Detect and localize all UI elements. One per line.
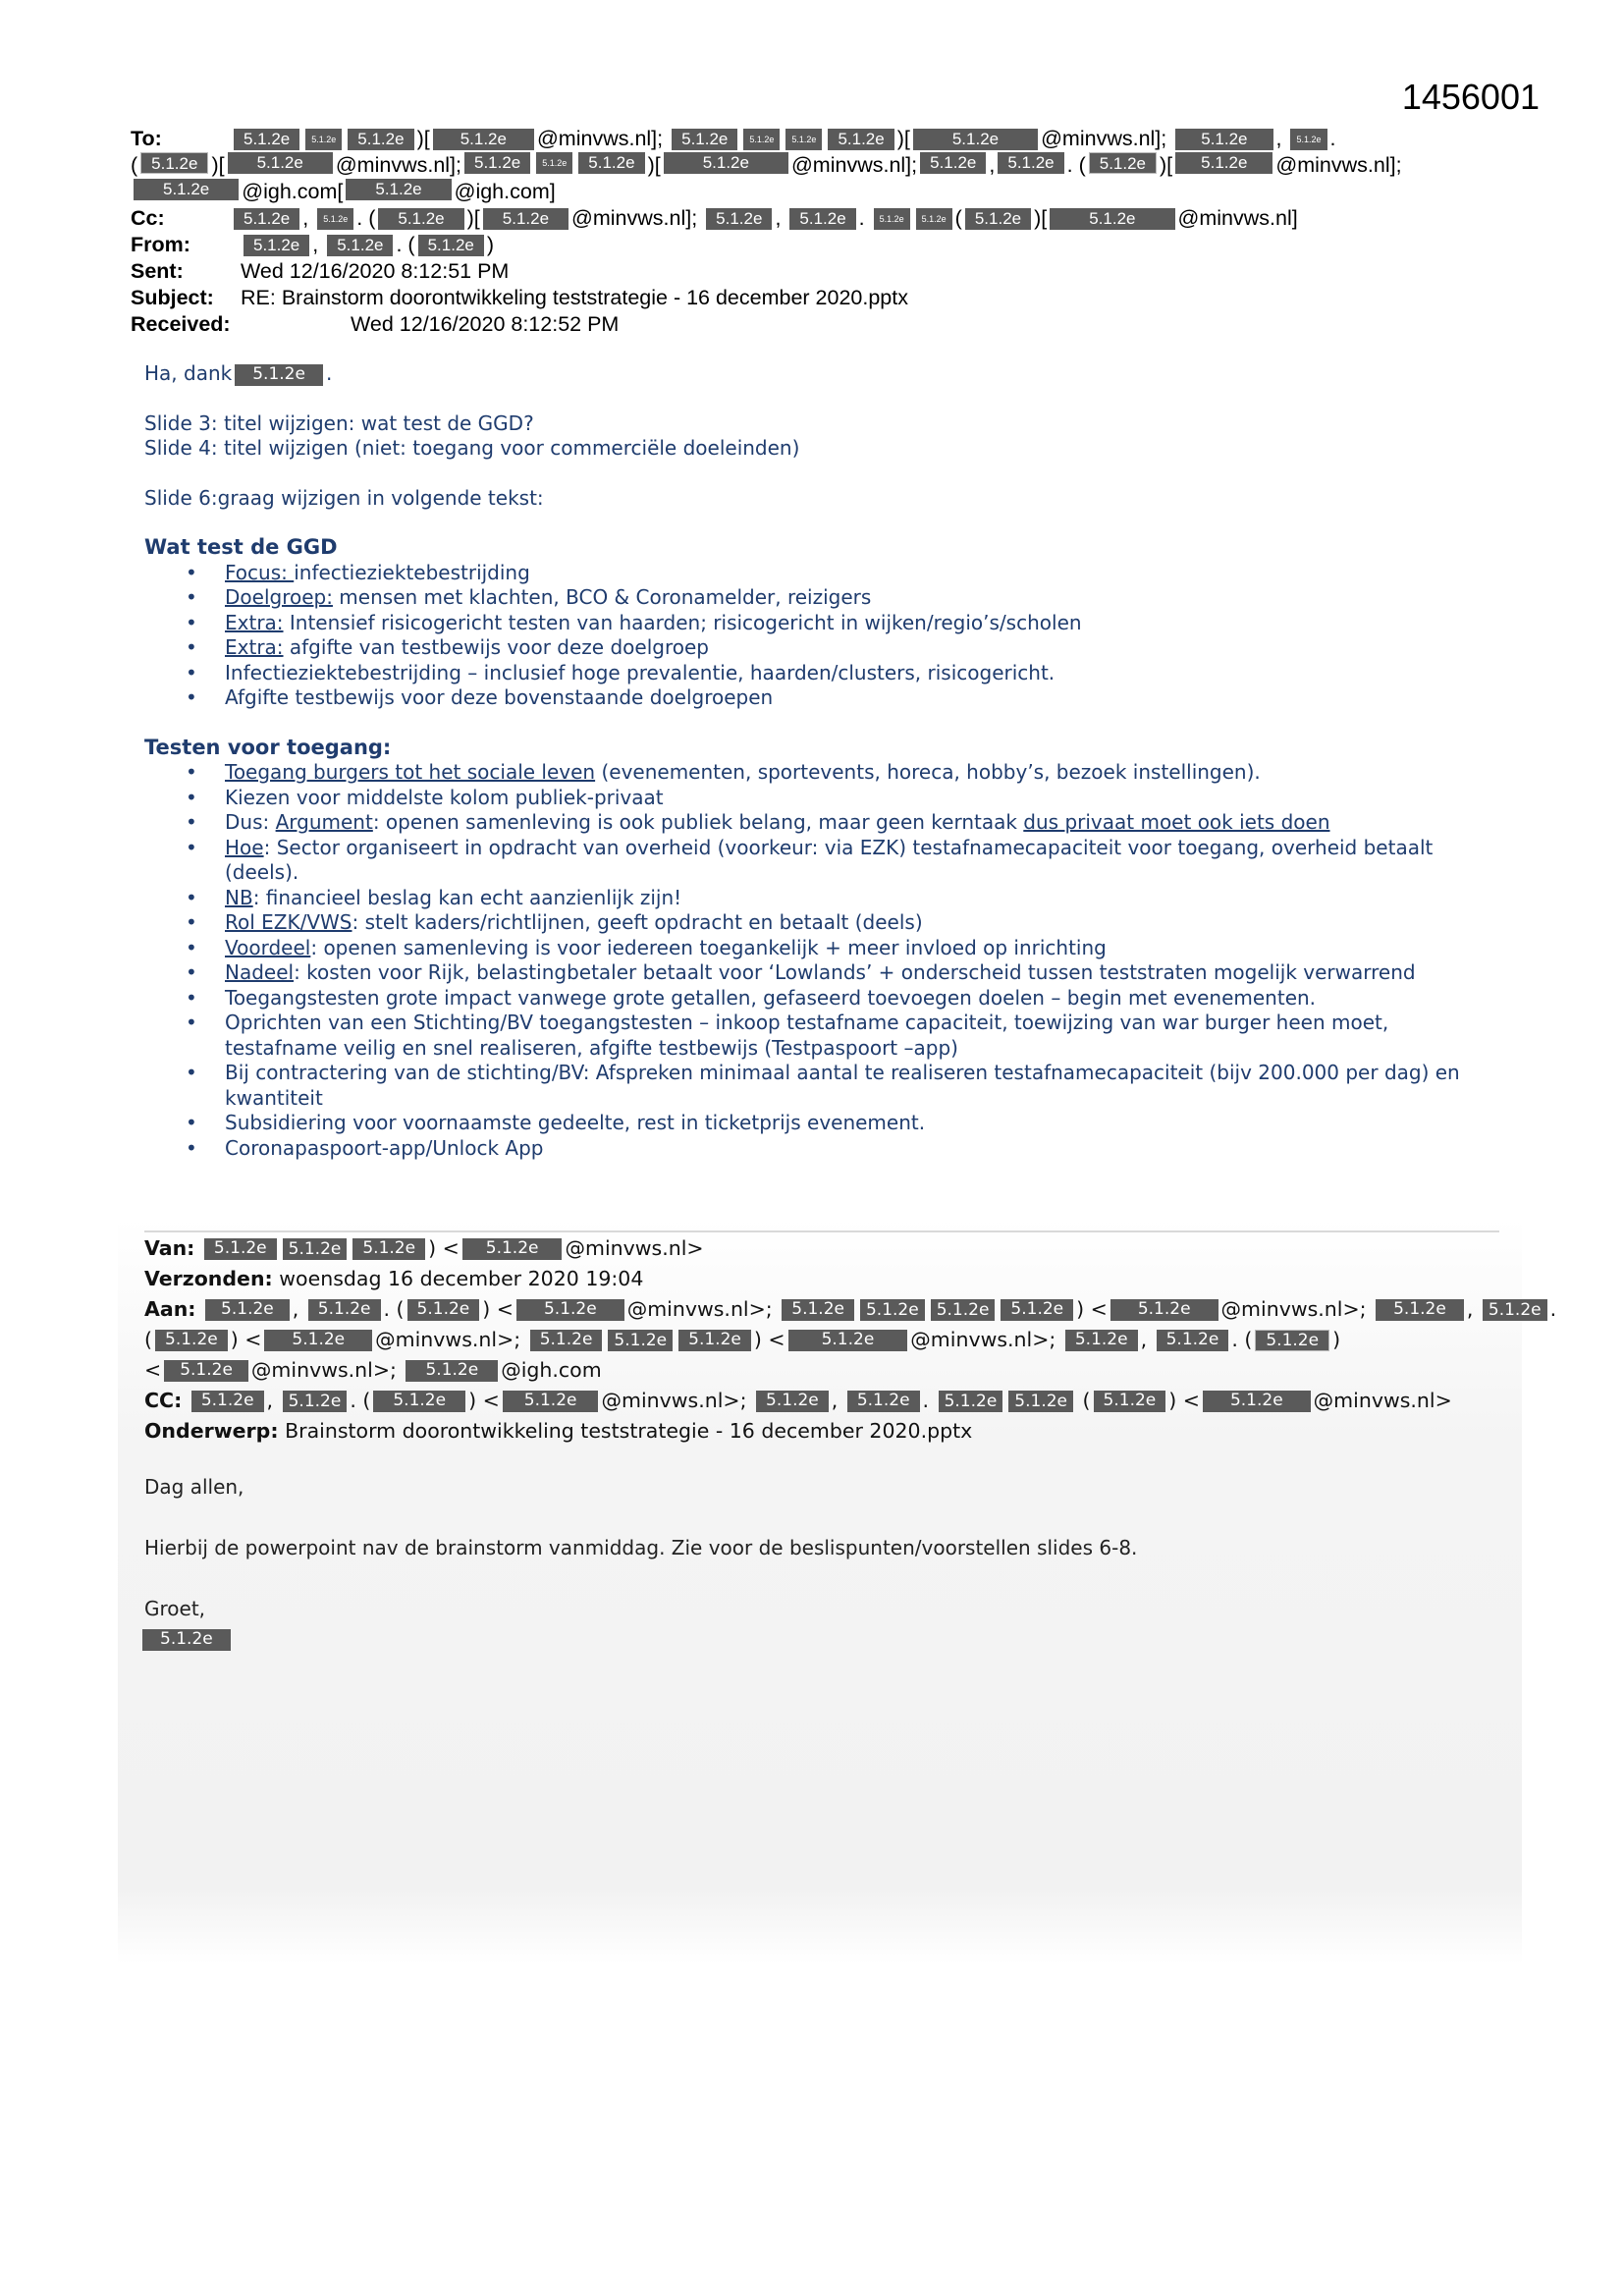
email-domain: @minvws.nl>; [375,1328,521,1351]
list-item: • Rol EZK/VWS: stelt kaders/richtlijnen, geeft opdracht en betaalt (deels) [225,910,1499,936]
list-item: • Doelgroep: mensen met klachten, BCO & Coronamelder, reizigers [225,585,1499,611]
to-recipients: 5.1.2e 5.1.2e 5.1.2e )[ 5.1.2e @minvws.nl]; 5.1.2e 5.1.2e 5.1.2e 5.1.2e )[ 5.1.2e @minvws.nl]; 5.1.2e , 5.1.2e . [231,126,1335,152]
sent-value: Wed 12/16/2020 8:12:51 PM [241,259,510,283]
email-domain: @minvws.nl]; [790,153,918,177]
redaction: 5.1.2e [788,1330,908,1351]
redaction: 5.1.2e [228,152,333,174]
list-item: • Hoe: Sector organiseert in opdracht van overheid (voorkeur: via EZK) testafnamecapaciteit voor toegang, overheid betaalt (deels). [225,836,1499,886]
list-item: • Coronapaspoort-app/Unlock App [225,1136,1499,1162]
to-label: To: [131,127,162,150]
redaction: 5.1.2e [346,179,451,200]
redaction: 5.1.2e [874,208,910,230]
slide4-note: Slide 4: titel wijzigen (niet: toegang voor commerciële doeleinden) [144,436,800,460]
redaction: 5.1.2e [264,1330,372,1351]
redaction: 5.1.2e [204,1238,277,1260]
onderwerp-row [144,1416,1499,1447]
redaction: 5.1.2e [462,1238,563,1260]
redaction: 5.1.2e [406,1360,498,1382]
email-domain: @minvws.nl>; [601,1389,747,1412]
redaction: 5.1.2e [464,152,530,174]
redaction: 5.1.2e [348,129,413,150]
list-item: • Toegangstesten grote impact vanwege grote getallen, gefaseerd toevoegen doelen – begin met evenementen. [225,986,1499,1011]
redaction: 5.1.2e [483,208,568,230]
redaction: 5.1.2e [407,1299,480,1321]
verzonden-row [144,1264,1499,1294]
email-domain: @minvws.nl>; [910,1328,1056,1351]
redaction: 5.1.2e [743,129,780,150]
redaction: 5.1.2e [847,1391,920,1412]
email-domain: @minvws.nl> [1313,1389,1452,1412]
received-label: Received: [131,312,231,336]
aan-row: Aan: 5.1.2e , 5.1.2e . ( 5.1.2e ) < 5.1.2e @minvws.nl>; 5.1.2e 5.1.2e 5.1.2e 5.1.2e ) < 5.1.2e @minvws.nl>; 5.1.2e , 5.1.2e . [144,1297,1557,1321]
redaction: 5.1.2e [1008,1391,1073,1412]
redaction: 5.1.2e [1157,1330,1229,1351]
reply-greeting: Ha, dank 5.1.2e . [144,361,333,385]
cc-label: CC: [144,1389,183,1412]
email-domain: @minvws.nl]; [571,206,698,230]
redaction: 5.1.2e [664,152,788,174]
redaction: 5.1.2e [317,208,353,230]
redaction: 5.1.2e [706,208,772,230]
redaction: 5.1.2e [503,1391,599,1412]
redaction: 5.1.2e [352,1238,425,1260]
section-toegang-list [144,760,1499,1161]
to-row [131,126,1505,152]
redaction: 5.1.2e [536,152,572,174]
sent-label: Sent: [131,259,184,283]
redaction: 5.1.2e [418,235,484,256]
onderwerp-label: Onderwerp: [144,1419,279,1443]
redaction: 5.1.2e [164,1360,248,1382]
redaction: 5.1.2e [142,1629,231,1651]
list-item: • Oprichten van een Stichting/BV toegangstesten – inkoop testafname capaciteit, toewijzing van war burger heen moet, testafname veilig en snel realiseren, afgifte testbewijs (Testpaspoort –app) [225,1011,1499,1061]
redaction: 5.1.2e [1175,152,1272,174]
redaction: 5.1.2e [155,1330,228,1351]
list-item: • Afgifte testbewijs voor deze bovenstaande doelgroepen [225,685,1499,711]
redaction: 5.1.2e [789,208,855,230]
cc-row: CC: 5.1.2e , 5.1.2e . ( 5.1.2e ) < 5.1.2e @minvws.nl>; 5.1.2e , 5.1.2e . 5.1.2e 5.1.2e ( 5.1.2e ) < 5.1.2e @minvws.nl> [144,1389,1452,1412]
redaction: 5.1.2e [433,129,534,150]
redaction: 5.1.2e [756,1391,829,1412]
redaction: 5.1.2e [1001,1299,1073,1321]
divider [144,1230,1499,1232]
redaction: 5.1.2e [1094,1391,1166,1412]
redaction: 5.1.2e [1110,1299,1218,1321]
list-item: • Extra: afgifte van testbewijs voor deze doelgroep [225,635,1499,661]
section-ggd-list [144,561,1499,711]
email-domain: @minvws.nl>; [626,1297,773,1321]
redaction: 5.1.2e [244,235,309,256]
cc-recipients: 5.1.2e , 5.1.2e . ( 5.1.2e )[ 5.1.2e @minvws.nl]; 5.1.2e , 5.1.2e . 5.1.2e 5.1.2e ( 5.1.2e )[ 5.1.2e @minvws.nl] [231,205,1298,232]
redaction: 5.1.2e [913,129,1038,150]
slide3-note: Slide 3: titel wijzigen: wat test de GGD? [144,410,534,435]
from-row [131,232,1505,258]
aan-row-cont2: < 5.1.2e @minvws.nl>; 5.1.2e @igh.com [144,1358,602,1382]
from-label: From: [131,233,190,256]
from-sender: 5.1.2e , 5.1.2e . ( 5.1.2e ) [241,232,494,258]
redaction: 5.1.2e [234,129,299,150]
redaction: 5.1.2e [134,179,239,200]
redaction: 5.1.2e [516,1299,624,1321]
redaction: 5.1.2e [1050,208,1174,230]
redaction: 5.1.2e [283,1238,348,1260]
verzonden-label: Verzonden: [144,1267,273,1290]
received-value: Wed 12/16/2020 8:12:52 PM [351,312,620,336]
redaction: 5.1.2e [140,152,208,174]
redaction: 5.1.2e [1089,152,1157,174]
redaction: 5.1.2e [828,129,893,150]
van-row: Van: 5.1.2e 5.1.2e 5.1.2e ) < 5.1.2e @minvws.nl> [144,1236,704,1260]
cc-row [131,205,1505,232]
subject-value: RE: Brainstorm doorontwikkeling teststrategie - 16 december 2020.pptx [241,286,908,309]
fwd-greeting: Dag allen, [144,1475,244,1499]
aan-label: Aan: [144,1297,196,1321]
redaction: 5.1.2e [1175,129,1272,150]
to-row-cont2 [131,179,1505,205]
list-item: • Infectieziektebestrijding – inclusief hoge prevalentie, haarden/clusters, risicogericht. [225,661,1499,686]
email-domain: @minvws.nl] [1177,206,1298,230]
email-domain: @minvws.nl]; [1041,127,1167,150]
redaction: 5.1.2e [998,152,1063,174]
sent-row [131,258,1505,285]
fwd-body-text: Hierbij de powerpoint nav de brainstorm vanmiddag. Zie voor de beslispunten/voorstellen slides 6-8. [144,1536,1138,1559]
redaction: 5.1.2e [965,208,1031,230]
redaction: 5.1.2e [1065,1330,1138,1351]
email-domain: @minvws.nl>; [250,1358,397,1382]
reply-body [144,361,1499,1161]
redaction: 5.1.2e [1203,1391,1311,1412]
redaction: 5.1.2e [782,1299,854,1321]
redaction: 5.1.2e [378,208,463,230]
list-item: • Nadeel: kosten voor Rijk, belastingbetaler betaalt voor ‘Lowlands’ + onderscheid tussen teststraten mogelijk verwarrend [225,960,1499,986]
redaction: 5.1.2e [235,364,323,386]
van-label: Van: [144,1236,195,1260]
received-row [131,311,1505,338]
email-domain: @minvws.nl]; [536,127,664,150]
list-item: • Toegang burgers tot het sociale leven (evenementen, sportevents, horeca, hobby’s, bezoek instellingen). [225,760,1499,786]
redaction: 5.1.2e [305,129,342,150]
verzonden-value: woensdag 16 december 2020 19:04 [279,1267,644,1290]
redaction: 5.1.2e [205,1299,290,1321]
list-item: • Extra: Intensief risicogericht testen van haarden; risicogericht in wijken/regio’s/scholen [225,611,1499,636]
email-domain: @minvws.nl>; [1220,1297,1367,1321]
email-domain: @minvws.nl> [565,1236,704,1260]
email-domain: @igh.com [501,1358,602,1382]
list-item: • Kiezen voor middelste kolom publiek-privaat [225,786,1499,811]
subject-label: Subject: [131,286,214,309]
email-domain: @igh.com[ [242,180,344,203]
redaction: 5.1.2e [931,1299,996,1321]
section-ggd-title: Wat test de GGD [144,535,338,559]
redaction: 5.1.2e [373,1391,465,1412]
email-domain: @minvws.nl]; [335,153,461,177]
cc-label: Cc: [131,206,165,230]
redaction: 5.1.2e [678,1330,751,1351]
list-item: • Focus: infectieziektebestrijding [225,561,1499,586]
section-toegang-title: Testen voor toegang: [144,735,392,759]
redaction: 5.1.2e [327,235,393,256]
redaction: 5.1.2e [1255,1330,1329,1351]
redaction: 5.1.2e [234,208,299,230]
document-number: 1456001 [1401,77,1540,117]
redaction: 5.1.2e [283,1391,348,1412]
redaction: 5.1.2e [860,1299,925,1321]
list-item: • Subsidiering voor voornaamste gedeelte, rest in ticketprijs evenement. [225,1111,1499,1136]
redaction: 5.1.2e [308,1299,381,1321]
redaction: 5.1.2e [785,129,822,150]
redaction: 5.1.2e [1376,1299,1464,1321]
redaction: 5.1.2e [672,129,737,150]
redaction: 5.1.2e [578,152,644,174]
redaction: 5.1.2e [1483,1299,1547,1321]
list-item: • Bij contractering van de stichting/BV: Afspreken minimaal aantal te realiseren testafnamecapaciteit (bijv 200.000 per dag) en kwantiteit [225,1061,1499,1111]
subject-row [131,285,1505,311]
list-item: • Dus: Argument: openen samenleving is ook publiek belang, maar geen kerntaak dus privaat moet ook iets doen [225,810,1499,836]
to-row-cont: ( 5.1.2e )[ 5.1.2e @minvws.nl]; 5.1.2e 5.1.2e 5.1.2e )[ 5.1.2e @minvws.nl]; 5.1.2e , 5.1.2e . ( 5.1.2e )[ 5.1.2e @minvws.nl]; [131,153,1402,177]
redaction: 5.1.2e [1290,129,1326,150]
list-item: • NB: financieel beslag kan echt aanzienlijk zijn! [225,886,1499,911]
redaction: 5.1.2e [920,152,986,174]
redaction: 5.1.2e [939,1391,1003,1412]
email-header [131,126,1505,338]
list-item: • Voordeel: openen samenleving is voor iedereen toegankelijk + meer invloed op inrichting [225,936,1499,961]
redaction: 5.1.2e [916,208,952,230]
email-domain: @igh.com] [454,180,556,203]
fwd-closing: Groet, [144,1597,206,1620]
aan-row-cont: ( 5.1.2e ) < 5.1.2e @minvws.nl>; 5.1.2e 5.1.2e 5.1.2e ) < 5.1.2e @minvws.nl>; 5.1.2e , 5.1.2e . ( 5.1.2e ) [144,1328,1341,1351]
forwarded-header [144,1233,1557,1447]
email-domain: @minvws.nl]; [1275,153,1402,177]
onderwerp-value: Brainstorm doorontwikkeling teststrategie - 16 december 2020.pptx [285,1419,973,1443]
redaction: 5.1.2e [608,1330,673,1351]
slide6-note: Slide 6:graag wijzigen in volgende tekst: [144,485,544,510]
redaction: 5.1.2e [191,1391,264,1412]
forwarded-body [144,1473,1137,1652]
redaction: 5.1.2e [530,1330,603,1351]
